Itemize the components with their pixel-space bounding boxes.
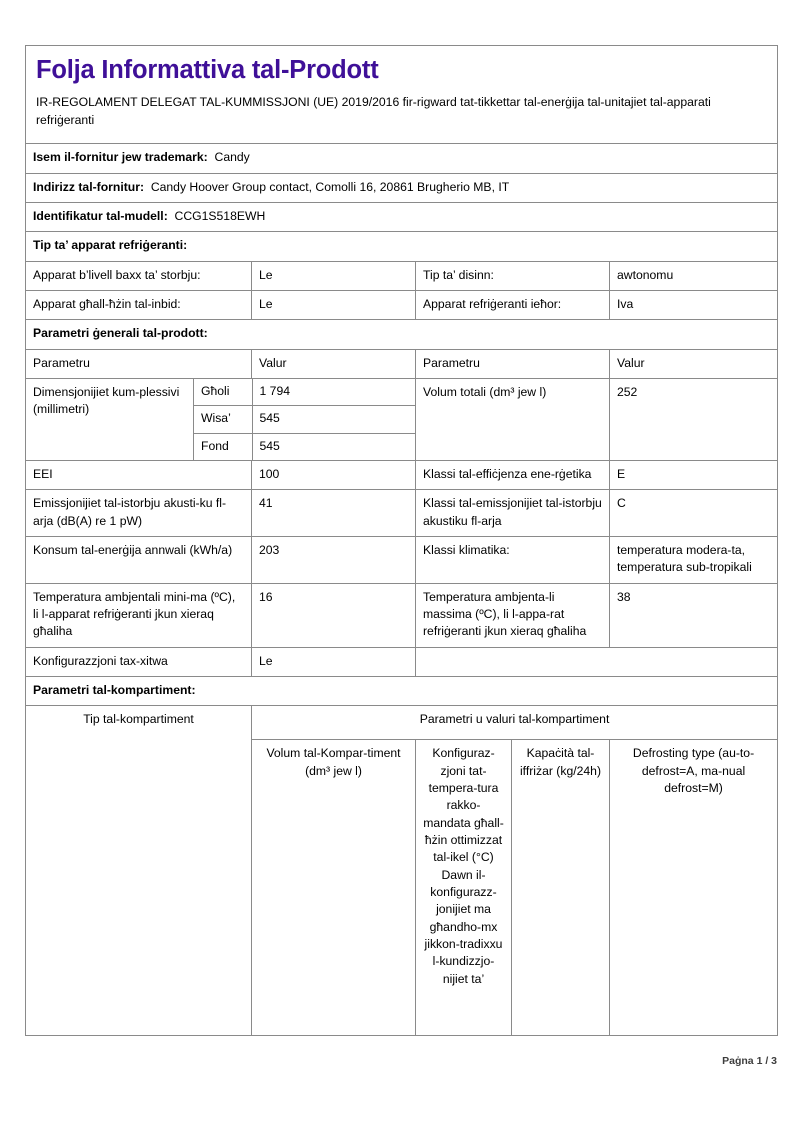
low-noise-value: Le [252, 261, 416, 290]
dimensions-label: Dimensjonijiet kum-plessivi (millimetri) [26, 379, 194, 461]
header-valur-left: Valur [252, 349, 416, 378]
general-parameters-section-row [26, 320, 778, 349]
wine-storage-label: Apparat għall-ħżin tal-inbid: [26, 291, 252, 320]
compartment-section-row [26, 676, 778, 705]
appliance-type-section-title: Tip ta’ apparat refriġeranti: [26, 232, 778, 261]
eei-value: 100 [252, 461, 416, 490]
compartment-section-title: Parametri tal-kompartiment: [26, 676, 778, 705]
other-refrigerating-label: Apparat refriġeranti ieħor: [416, 291, 610, 320]
ambient-temperature-row [26, 583, 778, 647]
wine-storage-value: Le [252, 291, 416, 320]
supplier-address-cell [26, 173, 778, 202]
page-title: Folja Informattiva tal-Prodott [36, 56, 379, 84]
general-parameters-section-title: Parametri ġenerali tal-prodott: [26, 320, 778, 349]
dimension-label-width: Wisa’ [194, 406, 252, 433]
min-ambient-temp-label: Temperatura ambjentali mini-ma (ºC), li l-apparat refriġeranti jkun xieraq għaliha [26, 583, 252, 647]
eei-label: EEI [26, 461, 252, 490]
product-information-sheet [25, 45, 777, 1036]
supplier-name-cell [26, 144, 778, 173]
winter-configuration-empty [416, 647, 778, 676]
energy-consumption-value: 203 [252, 537, 416, 584]
general-parameters-header-row [26, 349, 778, 378]
appliance-type-row [26, 291, 778, 320]
noise-class-value: C [610, 490, 778, 537]
design-type-value: awtonomu [610, 261, 778, 290]
dimension-value-depth: 545 [259, 438, 280, 453]
dimensions-subtable-cell [194, 379, 416, 461]
compartment-temp-config-main: Konfiguraz-zjoni tat-tempera-tura rakko-mandata għall-ħżin ottimizzat tal-ikel (°C) [423, 746, 504, 865]
max-ambient-temp-label: Temperatura ambjenta-li massima (ºC), li l-appa-rat refriġeranti jkun xieraq għaliha [416, 583, 610, 647]
model-label: Identifikatur tal-mudell: [33, 209, 168, 224]
min-ambient-temp-value: 16 [252, 583, 416, 647]
compartment-type-header: Tip tal-kompartiment [26, 706, 252, 1036]
winter-configuration-label: Konfigurazzjoni tax-xitwa [26, 647, 252, 676]
header-parametru-left: Parametru [26, 349, 252, 378]
winter-configuration-value: Le [252, 647, 416, 676]
noise-emissions-label: Emissjonijiet tal-istorbju akusti-ku fl-arja (dB(A) re 1 pW) [26, 490, 252, 537]
compartment-temp-config-note: Dawn il-konfigurazz-jonijiet ma għandho-mx jikkon-tradixxu l-kundizzjo-nijiet ta’ [424, 867, 503, 986]
max-ambient-temp-value: 38 [610, 583, 778, 647]
dimension-label-depth: Fond [194, 433, 252, 460]
dimension-label-height: Għoli [194, 379, 252, 406]
climate-class-label: Klassi klimatika: [416, 537, 610, 584]
dimension-row-depth [194, 433, 415, 460]
dimension-value-width: 545 [252, 406, 415, 433]
low-noise-label: Apparat b’livell baxx ta’ storbju: [26, 261, 252, 290]
design-type-label: Tip ta’ disinn: [416, 261, 610, 290]
appliance-type-section-row [26, 232, 778, 261]
dimensions-row [26, 379, 778, 461]
dimension-value-height: 1 794 [252, 379, 415, 406]
title-row [26, 46, 778, 144]
energy-consumption-row [26, 537, 778, 584]
energy-consumption-label: Konsum tal-enerġija annwali (kWh/a) [26, 537, 252, 584]
other-refrigerating-value: Iva [610, 291, 778, 320]
dimension-row-width [194, 406, 415, 433]
energy-efficiency-class-label: Klassi tal-effiċjenza ene-rġetika [416, 461, 610, 490]
appliance-type-row [26, 261, 778, 290]
energy-efficiency-class-value: E [610, 461, 778, 490]
compartment-volume-header: Volum tal-Kompar-timent (dm³ jew l) [252, 740, 416, 1036]
compartment-group-header: Parametri u valuri tal-kompartiment [252, 706, 778, 740]
model-value: CCG1S518EWH [174, 209, 266, 224]
compartment-temp-config-header [416, 740, 512, 1036]
compartment-defrosting-header: Defrosting type (au-to-defrost=A, ma-nual defrost=M) [610, 740, 778, 1036]
eei-row [26, 461, 778, 490]
supplier-address-value: Candy Hoover Group contact, Comolli 16, 20861 Brugherio MB, IT [150, 179, 510, 194]
noise-emissions-value: 41 [252, 490, 416, 537]
model-row [26, 203, 778, 232]
supplier-address-row [26, 173, 778, 202]
supplier-address-label: Indirizz tal-fornitur: [33, 179, 145, 194]
regulation-subtitle: IR-REGOLAMENT DELEGAT TAL-KUMMISSJONI (UE) 2019/2016 fir-rigward tat-tikkettar tal-enerġija tal-unitajiet tal-apparati refriġeranti [36, 95, 711, 127]
noise-emissions-row [26, 490, 778, 537]
compartment-freezing-capacity-header: Kapaċità tal-iffriżar (kg/24h) [512, 740, 610, 1036]
page-footer: Paġna 1 / 3 [722, 1055, 777, 1067]
title-cell [26, 46, 778, 144]
model-cell [26, 203, 778, 232]
supplier-name-row [26, 144, 778, 173]
dimensions-subtable [194, 379, 415, 460]
supplier-name-label: Isem il-fornitur jew trademark: [33, 150, 208, 165]
noise-class-label: Klassi tal-emissjonijiet tal-istorbju akustiku fl-arja [416, 490, 610, 537]
compartment-group-header-row [26, 706, 778, 740]
header-parametru-right: Parametru [416, 349, 610, 378]
climate-class-value: temperatura modera-ta, temperatura sub-tropikali [610, 537, 778, 584]
total-volume-value: 252 [610, 379, 778, 461]
winter-configuration-row [26, 647, 778, 676]
header-valur-right: Valur [610, 349, 778, 378]
total-volume-label: Volum totali (dm³ jew l) [416, 379, 610, 461]
product-fiche-table [25, 45, 778, 1036]
dimension-row-height [194, 379, 415, 406]
supplier-name-value: Candy [214, 150, 250, 165]
